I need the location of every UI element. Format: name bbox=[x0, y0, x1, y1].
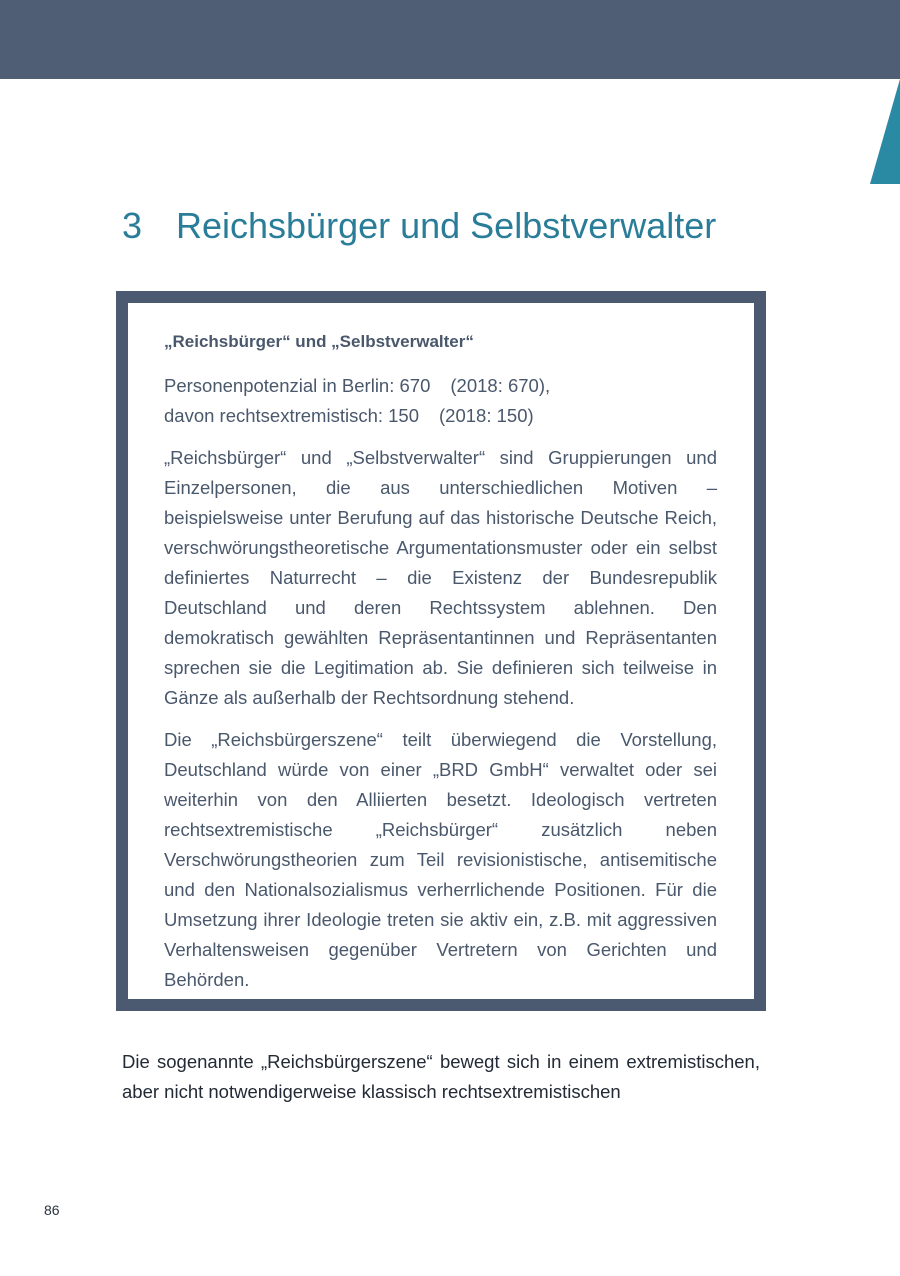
corner-accent-tab bbox=[870, 79, 900, 184]
page-number: 86 bbox=[44, 1202, 60, 1218]
chapter-number: 3 bbox=[122, 205, 143, 246]
stat-extremist-previous: (2018: 150) bbox=[439, 405, 534, 426]
info-box bbox=[116, 291, 766, 1011]
stat-total-label: Personenpotenzial in Berlin: 670 bbox=[164, 375, 431, 396]
info-box-paragraph: „Reichsbürger“ und „Selbstverwalter“ sind Gruppierungen und Einzelpersonen, die aus unterschiedlichen Motiven – beispielsweise unter Berufung auf das historische Deutsche Reich, verschwörungstheoretische Argumentationsmuster oder ein selbst definiertes Naturrecht – die Existenz der Bundesrepublik Deutschland und deren Rechtssystem ablehnen. Den demokratisch gewählten Repräsentantinnen und Repräsentanten sprechen sie die Legitimation ab. Sie definieren sich teilweise in Gänze als außerhalb der Rechtsordnung stehend. bbox=[164, 447, 717, 708]
stat-line-total bbox=[164, 371, 717, 401]
stat-line-extremist bbox=[164, 401, 717, 431]
stat-total-previous: (2018: 670), bbox=[450, 375, 551, 396]
stat-extremist-label: davon rechtsextremistisch: 150 bbox=[164, 405, 420, 426]
body-paragraph: Die sogenannte „Reichsbürgerszene“ bewegt sich in einem extremistischen, aber nicht notwendigerweise klassisch rechtsextremistischen bbox=[122, 1051, 760, 1102]
info-box-content bbox=[164, 329, 717, 1007]
chapter-heading bbox=[122, 205, 716, 247]
person-potential-stats bbox=[164, 371, 717, 431]
header-band bbox=[0, 0, 900, 79]
info-box-paragraph: Die „Reichsbürgerszene“ teilt überwiegend die Vorstellung, Deutschland würde von einer „BRD GmbH“ verwaltet oder sei weiterhin von den Alliierten besetzt. Ideologisch vertreten rechtsextremistische „Reichsbürger“ zusätzlich neben Verschwörungstheorien zum Teil revisionistische, antisemitische und den Nationalsozialismus verherrlichende Positionen. Für die Umsetzung ihrer Ideologie treten sie aktiv ein, z.B. mit aggressiven Verhaltensweisen gegenüber Vertretern von Gerichten und Behörden. bbox=[164, 729, 717, 990]
info-box-title: „Reichsbürger“ und „Selbstverwalter“ bbox=[164, 332, 474, 351]
chapter-title: Reichsbürger und Selbstverwalter bbox=[176, 205, 717, 246]
